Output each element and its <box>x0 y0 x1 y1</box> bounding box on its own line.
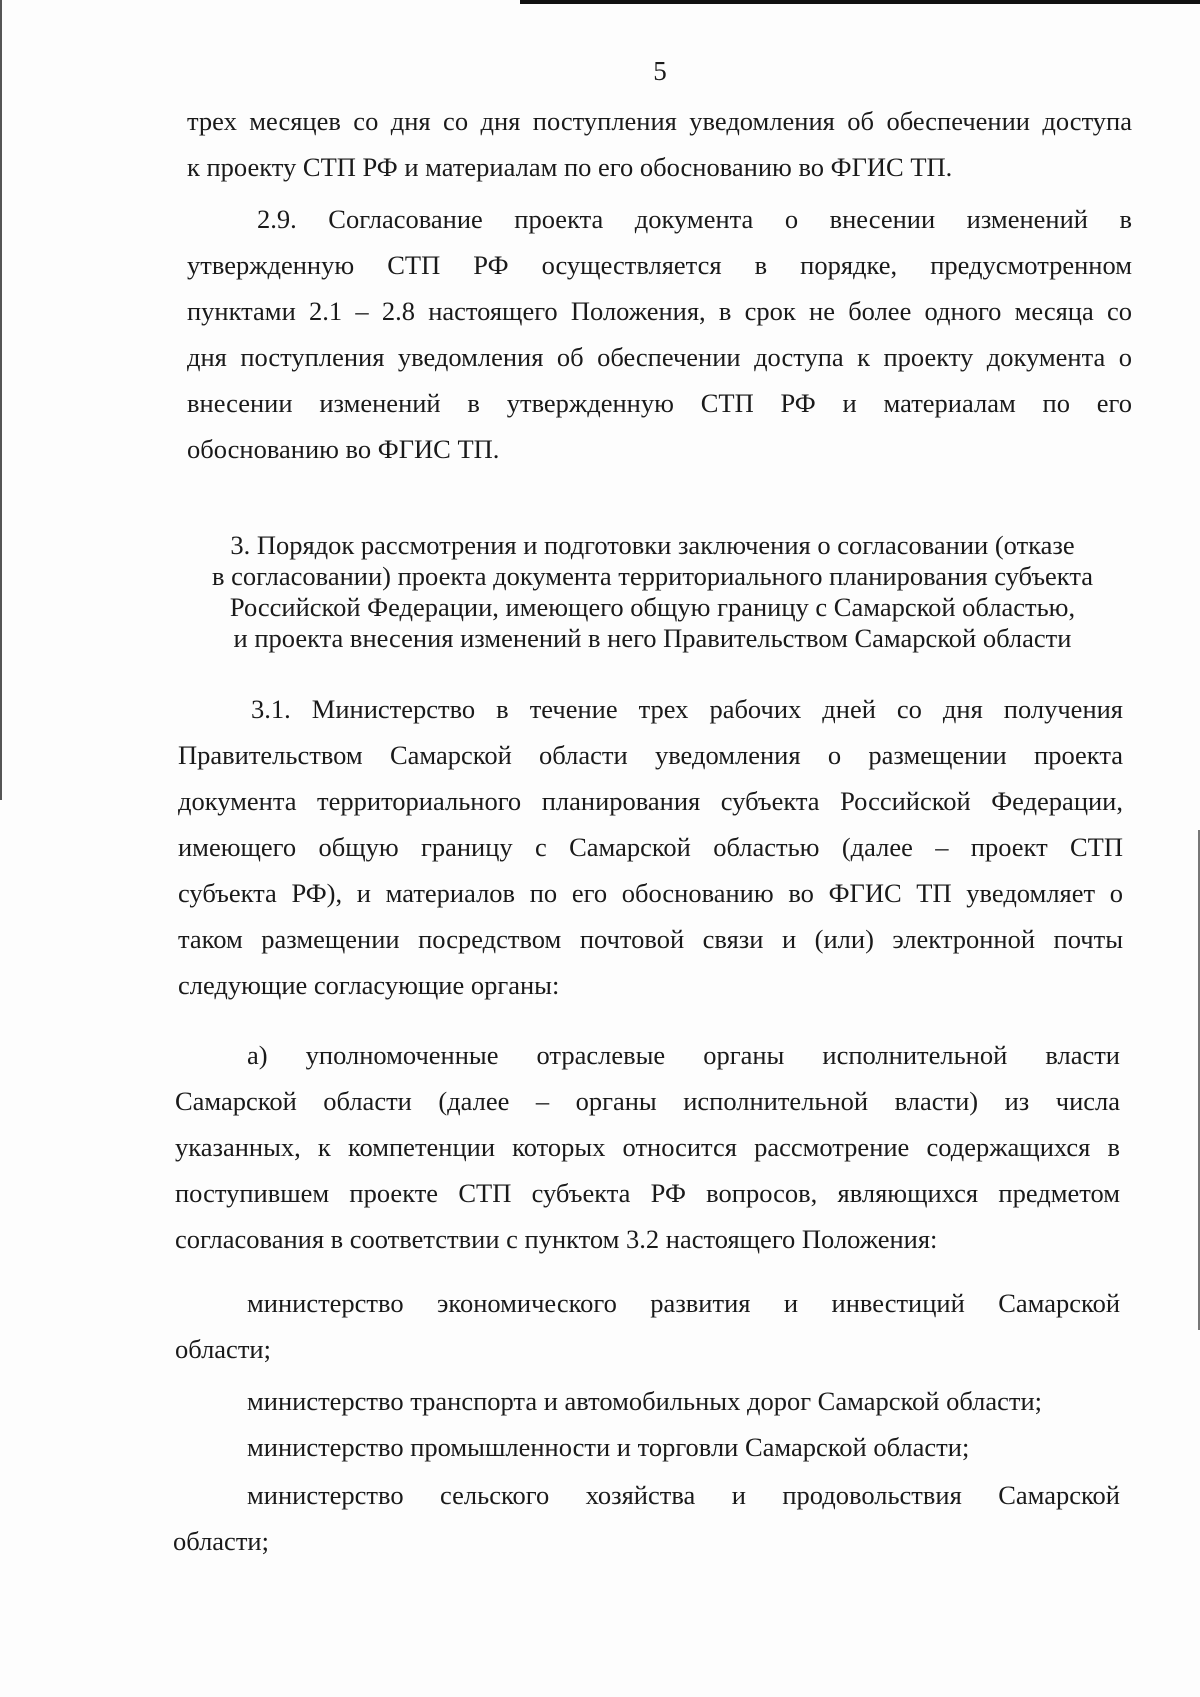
text-line: документа территориального планирования субъекта Российской Федерации, <box>178 786 1123 816</box>
heading-line: Российской Федерации, имеющего общую границу с Самарской областью, <box>229 592 1076 622</box>
paragraph-item-a <box>175 1032 1120 1262</box>
text-line: утвержденную СТП РФ осуществляется в порядке, предусмотренном <box>187 250 1132 280</box>
paragraph-ministry-industry <box>175 1424 1120 1470</box>
text-line: согласования в соответствии с пунктом 3.2 настоящего Положения: <box>175 1224 938 1254</box>
paragraph-continuation <box>187 98 1132 190</box>
text-line: министерство промышленности и торговли Самарской области; <box>247 1432 970 1462</box>
text-line: субъекта РФ), и материалов по его обоснованию во ФГИС ТП уведомляет о <box>178 878 1123 908</box>
text-line: дня поступления уведомления об обеспечении доступа к проекту документа о <box>187 342 1132 372</box>
section-heading <box>180 530 1125 654</box>
paragraph-ministry-agriculture <box>173 1472 1120 1564</box>
text-line: области; <box>175 1334 271 1364</box>
paragraph-ministry-economy <box>175 1280 1120 1372</box>
paragraph-3-1 <box>178 686 1123 1008</box>
text-line: Самарской области (далее – органы исполнительной власти) из числа <box>175 1086 1120 1116</box>
text-line: министерство экономического развития и инвестиций Самарской <box>247 1288 1120 1318</box>
scan-top-edge <box>520 0 1200 4</box>
scan-left-edge <box>0 0 2 800</box>
text-line: трех месяцев со дня со дня поступления уведомления об обеспечении доступа <box>187 106 1132 136</box>
heading-line: в согласовании) проекта документа территориального планирования субъекта <box>212 561 1093 591</box>
heading-line: и проекта внесения изменений в него Правительством Самарской области <box>233 623 1072 653</box>
text-line: министерство транспорта и автомобильных дорог Самарской области; <box>247 1386 1043 1416</box>
text-line: а) уполномоченные отраслевые органы исполнительной власти <box>247 1040 1120 1070</box>
text-line: к проекту СТП РФ и материалам по его обоснованию во ФГИС ТП. <box>187 152 953 182</box>
paragraph-2-9 <box>187 196 1132 472</box>
page-number: 5 <box>653 56 667 86</box>
text-line: министерство сельского хозяйства и продовольствия Самарской <box>247 1480 1120 1510</box>
text-line: области; <box>173 1526 269 1556</box>
text-line: пунктами 2.1 – 2.8 настоящего Положения, в срок не более одного месяца со <box>187 296 1132 326</box>
heading-line: 3. Порядок рассмотрения и подготовки заключения о согласовании (отказе <box>230 530 1075 560</box>
text-line: 2.9. Согласование проекта документа о внесении изменений в <box>257 204 1132 234</box>
text-line: обоснованию во ФГИС ТП. <box>187 434 500 464</box>
text-line: 3.1. Министерство в течение трех рабочих дней со дня получения <box>251 694 1123 724</box>
text-line: таком размещении посредством почтовой связи и (или) электронной почты <box>178 924 1123 954</box>
paragraph-ministry-transport <box>175 1378 1120 1424</box>
text-line: поступившем проекте СТП субъекта РФ вопросов, являющихся предметом <box>175 1178 1120 1208</box>
text-line: внесении изменений в утвержденную СТП РФ и материалам по его <box>187 388 1132 418</box>
text-line: указанных, к компетенции которых относится рассмотрение содержащихся в <box>175 1132 1120 1162</box>
text-line: Правительством Самарской области уведомления о размещении проекта <box>178 740 1123 770</box>
text-line: имеющего общую границу с Самарской областью (далее – проект СТП <box>178 832 1123 862</box>
text-line: следующие согласующие органы: <box>178 970 560 1000</box>
